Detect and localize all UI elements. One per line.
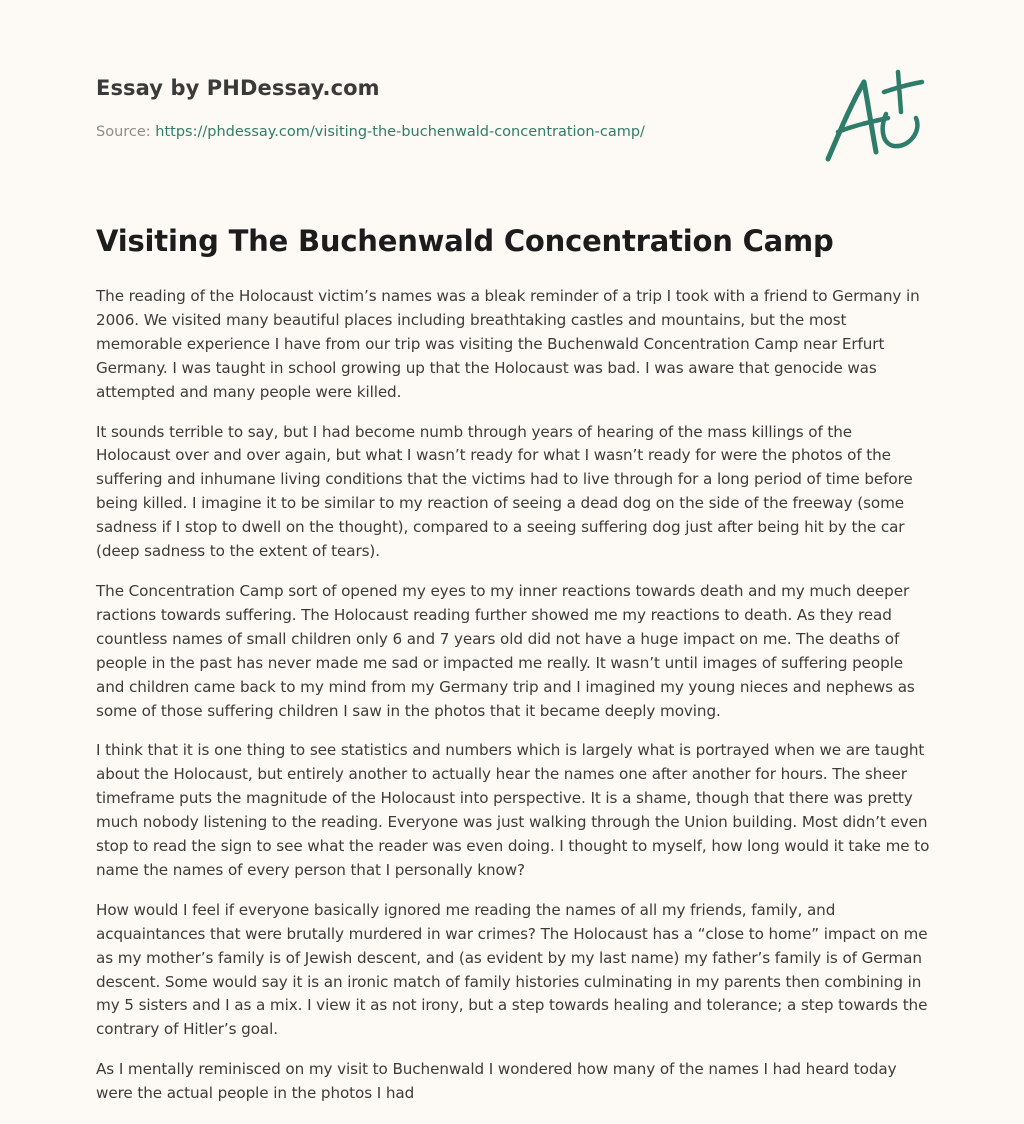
essay-title: Visiting The Buchenwald Concentration Camp [96, 224, 834, 258]
essay-body [96, 285, 930, 1122]
source-line [96, 124, 645, 140]
essay-paragraph: How would I feel if everyone basically ignored me reading the names of all my friends, family, and acquaintances that were brutally murdered in war crimes? The Holocaust has a “close to home” impact on me as my mother’s family is of Jewish descent, and (as evident by my last name) my father’s family is of German descent. Some would say it is an ironic match of family histories culminating in my parents then combining in my 5 sisters and I as a mix. I view it as not irony, but a step towards healing and tolerance; a step towards the contrary of Hitler’s goal. [96, 900, 928, 1039]
a-plus-grade-icon [818, 66, 930, 166]
essay-paragraph: It sounds terrible to say, but I had become numb through years of hearing of the mass killings of the Holocaust over and over again, but what I wasn’t ready for what I wasn’t ready for were the photos of the suffering and inhumane living conditions that the victims had to live through for a long period of time before being killed. I imagine it to be similar to my reaction of seeing a dead dog on the side of the freeway (some sadness if I stop to dwell on the thought), compared to a seeing suffering dog just after being hit by the car (deep sadness to the extent of tears). [96, 422, 913, 561]
essay-paragraph: I think that it is one thing to see statistics and numbers which is largely what is portrayed when we are taught about the Holocaust, but entirely another to actually hear the names one after another for hours. The sheer timeframe puts the magnitude of the Holocaust into perspective. It is a shame, though that there was pretty much nobody listening to the reading. Everyone was just walking through the Union building. Most didn’t even stop to read the sign to see what the reader was even doing. I thought to myself, how long would it take me to name the names of every person that I personally know? [96, 741, 930, 879]
source-link[interactable]: https://phdessay.com/visiting-the-buchenwald-concentration-camp/ [155, 124, 645, 140]
essay-paragraph: The reading of the Holocaust victim’s names was a bleak reminder of a trip I took with a friend to Germany in 2006. We visited many beautiful places including breathtaking castles and mountains, but the most memorable experience I have from our trip was visiting the Buchenwald Concentration Camp near Erfurt Germany. I was taught in school growing up that the Holocaust was bad. I was aware that genocide was attempted and many people were killed. [96, 287, 920, 401]
essay-paragraph: The Concentration Camp sort of opened my eyes to my inner reactions towards death and my much deeper ractions towards suffering. The Holocaust reading further showed me my reactions to death. As they read countless names of small children only 6 and 7 years old did not have a huge impact on me. The deaths of people in the past has never made me sad or impacted me really. It wasn’t until images of suffering people and children came back to my mind from my Germany trip and I imagined my young nieces and nephews as some of those suffering children I saw in the photos that it became deeply moving. [96, 581, 915, 720]
essay-paragraph: As I mentally reminisced on my visit to Buchenwald I wondered how many of the names I had heard today were the actual people in the photos I had [96, 1060, 897, 1103]
site-brand: Essay by PHDessay.com [96, 76, 380, 100]
source-label: Source: [96, 124, 151, 140]
